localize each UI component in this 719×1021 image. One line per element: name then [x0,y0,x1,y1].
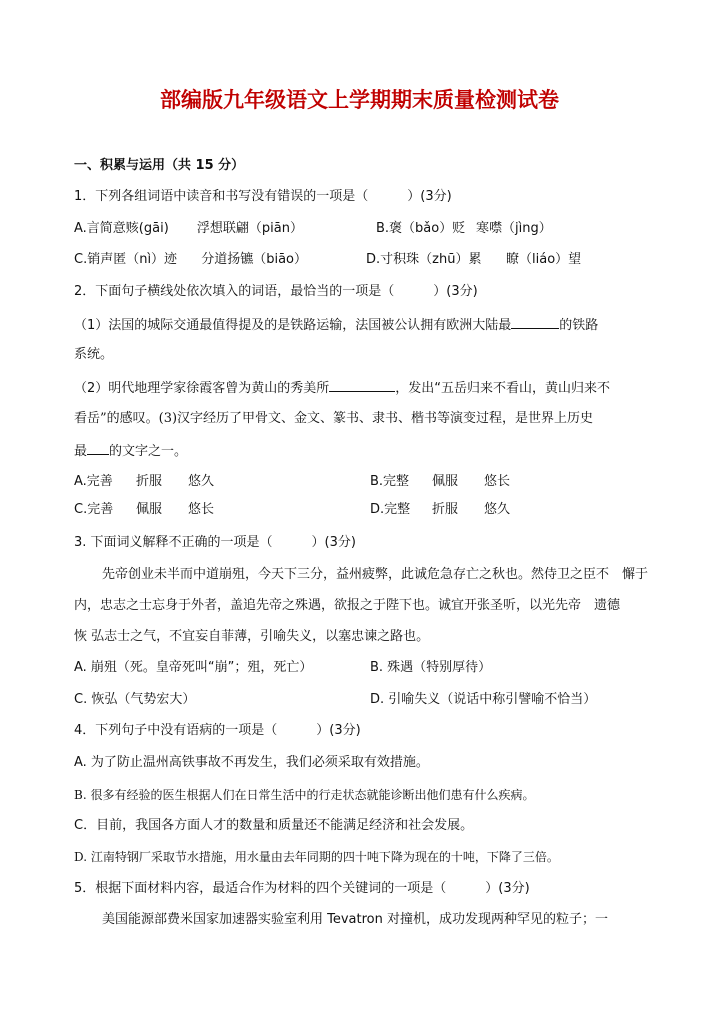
q2-option-d-3: 悠久 [484,502,511,517]
q2-option-a-3: 悠久 [188,474,215,489]
question-4-stem: 4．下列句子中没有语病的一项是（ ）(3分) [74,723,361,738]
q3-option-b: B. 殊遇（特别厚待） [370,660,492,675]
q3-options-ab [74,659,492,677]
q2-option-d-2: 折服 [432,502,459,517]
q3-option-a: A. 崩殂（死。皇帝死叫“崩”；殂，死亡） [74,660,313,675]
q4-option-a: A. 为了防止温州高铁事故不再发生，我们必须采取有效措施。 [74,755,429,770]
q3-options-cd [74,691,597,709]
q2-option-c-3: 悠长 [188,502,215,517]
page-title: 部编版九年级语文上学期期末质量检测试卷 [160,88,559,112]
q4-option-c: C．目前，我国各方面人才的数量和质量还不能满足经济和社会发展。 [74,818,474,833]
q2-s2-text-b: ，发出“五岳归来不看山，黄山归来不 [395,381,611,396]
q2-option-c-1: C.完善 [74,502,114,517]
q1-option-a-part1: A.言简意赅(gāi) [74,221,169,236]
q2-s1-text-a: （1）法国的城际交通最值得提及的是铁路运输，法国被公认拥有欧洲大陆最 [74,318,512,333]
q1-option-b-part1: B.褒（bǎo）贬 [376,221,466,236]
q2-blank-3 [87,441,109,455]
q2-option-b-1: B.完整 [370,474,410,489]
q3-passage-line-2: 内，忠志之士忘身于外者，盖追先帝之殊遇，欲报之于陛下也。诚宜开张圣听，以光先帝 遗德 [74,598,621,613]
q1-option-c-part1: C.销声匿（nì）迹 [74,252,178,267]
q1-option-d-part1: D.寸积珠（zhū）累 [366,252,482,267]
q2-sentence-1-cont: 系统。 [74,347,114,362]
q1-option-a-part2: 浮想联翩（piān） [196,221,303,236]
question-1-options-ab [74,220,552,238]
q2-option-b-3: 悠长 [484,474,511,489]
q2-options-ab [74,473,511,491]
q2-option-c-2: 佩服 [136,502,163,517]
q3-passage-line-1: 先帝创业未半而中道崩殂，今天下三分，益州疲弊，此诚危急存亡之秋也。然侍卫之臣不 懈于 [102,567,649,582]
question-5-stem: 5．根据下面材料内容，最适合作为材料的四个关键词的一项是（ ）(3分) [74,881,530,896]
q2-option-a-1: A.完善 [74,474,113,489]
q5-passage-line-1: 美国能源部费米国家加速器实验室利用 Tevatron 对撞机，成功发现两种罕见的粒子；一 [102,912,609,927]
q1-option-d-part2: 瞭（liáo）望 [506,252,582,267]
q2-options-cd [74,501,511,519]
q2-blank-2 [329,378,395,392]
q2-option-d-1: D.完整 [370,502,411,517]
question-1-options-cd [74,251,582,269]
q2-s3-text-b: 的文字之一。 [109,444,188,459]
q3-option-d: D. 引喻失义（说话中称引譬喻不恰当） [370,692,597,707]
q1-option-b-part2: 寒噤（jìng） [476,221,552,236]
q2-option-b-2: 佩服 [432,474,459,489]
question-2-stem: 2．下面句子横线处依次填入的词语，最恰当的一项是（ ）(3分) [74,284,478,299]
q4-option-d: D. 江南特钢厂采取节水措施，用水量由去年同期的四十吨下降为现在的十吨，下降了三倍。 [74,850,559,864]
q2-s3-text-a: 最 [74,444,88,459]
q2-sentence-2 [74,378,610,398]
q3-passage-line-3: 恢 弘志士之气，不宜妄自菲薄，引喻失义，以塞忠谏之路也。 [74,629,430,644]
q4-option-b: B. 很多有经验的医生根据人们在日常生活中的行走状态就能诊断出他们患有什么疾病。 [74,788,535,802]
q2-s1-text-b: 的铁路 [559,318,599,333]
q2-s2-text-a: （2）明代地理学家徐霞客曾为黄山的秀美所 [74,381,330,396]
q2-sentence-1 [74,315,598,335]
q2-option-a-2: 折服 [136,474,163,489]
question-3-stem: 3. 下面词义解释不正确的一项是（ ）(3分) [74,535,356,550]
q2-sentence-3 [74,441,187,461]
q1-option-c-part2: 分道扬镳（biāo） [201,252,307,267]
q2-sentence-2-cont: 看岳”的感叹。(3)汉字经历了甲骨文、金文、篆书、隶书、楷书等演变过程，是世界上历史 [74,411,594,426]
q3-option-c: C. 恢弘（气势宏大） [74,692,196,707]
question-1-stem: 1．下列各组词语中读音和书写没有错误的一项是（ ）(3分) [74,189,452,204]
q2-blank-1 [511,315,559,329]
section-heading: 一、积累与运用（共 15 分） [74,158,245,173]
